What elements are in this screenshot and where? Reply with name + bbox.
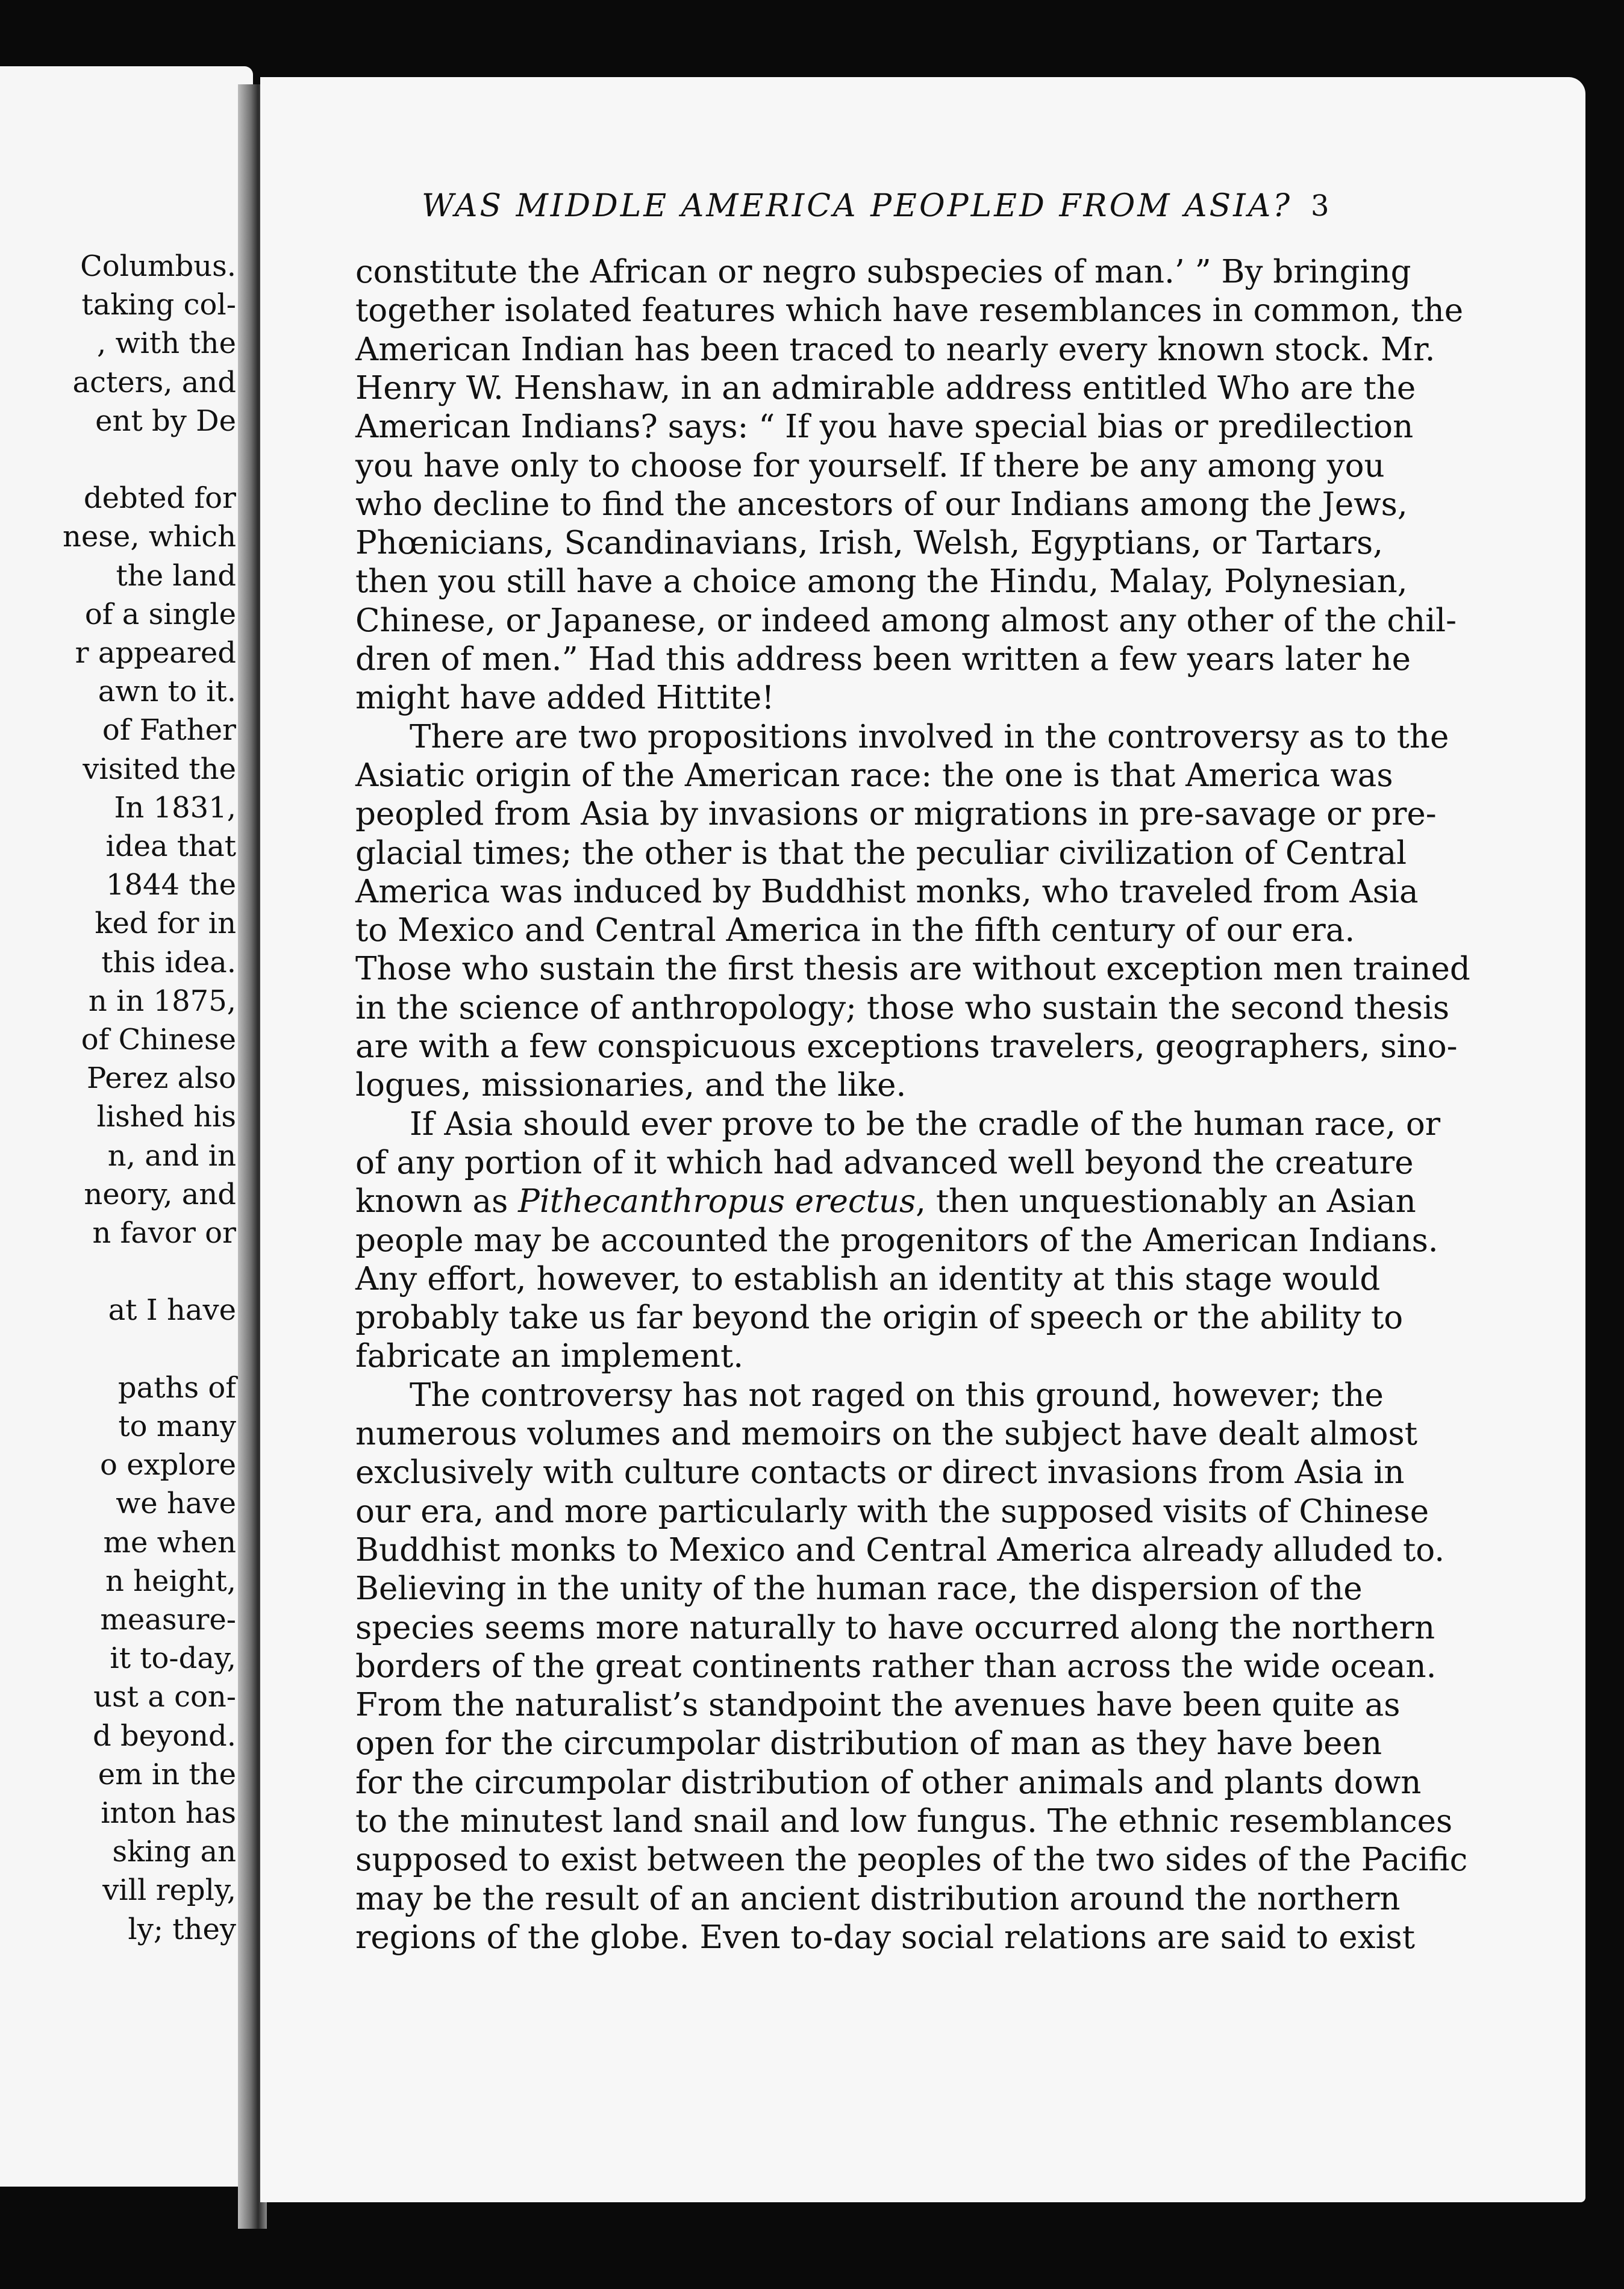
body-text-line: may be the result of an ancient distribution around the northern [355, 1880, 1401, 1917]
body-text-line: America was induced by Buddhist monks, who traveled from Asia [355, 873, 1419, 910]
left-page-line: to many [118, 1410, 236, 1443]
body-text-line: might have added Hittite! [355, 679, 775, 717]
left-page-line: sking an [112, 1835, 236, 1869]
left-page-line: 1844 the [105, 868, 236, 902]
body-text-line: numerous volumes and memoirs on the subject have dealt almost [355, 1416, 1418, 1452]
paragraph-first-line: If Asia should ever prove to be the cradle of the human race, or [410, 1105, 1441, 1143]
left-page-line: vill reply, [102, 1873, 236, 1908]
body-text-line: people may be accounted the progenitors of the American Indians. [355, 1222, 1438, 1259]
left-page-line: of Father [102, 713, 236, 748]
body-text-line: Chinese, or Japanese, or indeed among almost any other of the chil- [355, 602, 1457, 639]
body-text-line: From the naturalist’s standpoint the avenues have been quite as [355, 1687, 1401, 1724]
left-page-line: idea that [105, 829, 236, 863]
left-page-line: it to-day, [110, 1641, 236, 1676]
left-page-line: we have [116, 1487, 236, 1521]
body-text-line: open for the circumpolar distribution of man as they have been [355, 1725, 1382, 1763]
running-header: WAS MIDDLE AMERICA PEOPLED FROM ASIA? [422, 188, 1293, 224]
left-page-line: taking col- [81, 288, 236, 322]
body-text-line: then you still have a choice among the Hindu, Malay, Polynesian, [355, 563, 1408, 601]
left-page-line: Columbus. [80, 249, 236, 283]
body-text-line: supposed to exist between the peoples of the two sides of the Pacific [355, 1841, 1468, 1879]
left-page-line: lished his [96, 1100, 236, 1134]
body-text-line: American Indian has been traced to nearly every known stock. Mr. [355, 331, 1435, 368]
body-text-line: exclusively with culture contacts or direct invasions from Asia in [355, 1454, 1405, 1491]
body-text-line: dren of men.” Had this address been written a few years later he [355, 641, 1411, 678]
body-text-line: logues, missionaries, and the like. [355, 1067, 907, 1104]
left-page-line: ent by De [95, 404, 236, 438]
left-page-line: o explore [100, 1448, 236, 1482]
body-text-line: together isolated features which have resemblances in common, the [355, 292, 1464, 329]
body-text-line: Buddhist monks to Mexico and Central America already alluded to. [355, 1531, 1445, 1569]
body-text-line: for the circumpolar distribution of other animals and plants down [355, 1764, 1422, 1801]
left-page-line: this idea. [101, 945, 236, 979]
left-page-line: , with the [96, 326, 236, 361]
body-text-line: Those who sustain the first thesis are without exception men trained [355, 951, 1470, 988]
text-segment: known as [355, 1183, 519, 1220]
left-page-line: of a single [84, 597, 236, 631]
body-text-line: who decline to find the ancestors of our Indians among the Jews, [355, 486, 1408, 523]
body-text-line: peopled from Asia by invasions or migrations in pre-savage or pre- [355, 796, 1437, 833]
left-page-line: inton has [101, 1796, 236, 1830]
body-text-line: to Mexico and Central America in the fifth century of our era. [355, 912, 1355, 949]
left-page-line: r appeared [75, 636, 236, 670]
body-text-line: fabricate an implement. [355, 1338, 744, 1375]
paragraph-first-line: There are two propositions involved in the controversy as to the [410, 718, 1449, 755]
left-page-line: the land [116, 558, 236, 593]
left-page-line: neory, and [84, 1177, 236, 1211]
paragraph-first-line: The controversy has not raged on this ground, however; the [410, 1376, 1384, 1414]
left-page-line: em in the [98, 1757, 236, 1791]
left-page-line: at I have [108, 1293, 236, 1328]
left-page-line: In 1831, [114, 790, 236, 825]
body-text-line: borders of the great continents rather than across the wide ocean. [355, 1647, 1437, 1685]
body-text-line: are with a few conspicuous exceptions travelers, geographers, sino- [355, 1028, 1458, 1065]
body-text-line: our era, and more particularly with the supposed visits of Chinese [355, 1493, 1429, 1530]
body-text-line: species seems more naturally to have occurred along the northern [355, 1609, 1435, 1646]
left-page-line: visited the [83, 752, 236, 786]
body-text-line [355, 1182, 1416, 1221]
left-page-line: n, and in [107, 1138, 236, 1173]
left-page-line: ust a con- [93, 1680, 236, 1714]
left-page-line: me when [103, 1525, 236, 1560]
left-page-line: paths of [117, 1370, 236, 1405]
body-text-line: Phœnicians, Scandinavians, Irish, Welsh, Egyptians, or Tartars, [355, 525, 1384, 562]
body-text-line: in the science of anthropology; those who sustain the second thesis [355, 989, 1450, 1026]
page-number: 3 [1311, 189, 1329, 223]
body-text-line: Asiatic origin of the American race: the one is that America was [355, 757, 1393, 794]
left-page-line: nese, which [62, 520, 236, 554]
left-page-line: ly; they [128, 1912, 236, 1946]
body-text-line: to the minutest land snail and low fungus. The ethnic resemblances [355, 1803, 1453, 1840]
italic-term: Pithecanthropus erectus [518, 1183, 916, 1220]
body-text-line: Any effort, however, to establish an identity at this stage would [355, 1260, 1381, 1298]
body-text-line: Henry W. Henshaw, in an admirable address entitled Who are the [355, 369, 1416, 407]
left-page-line: measure- [100, 1603, 236, 1637]
left-page-line: of Chinese [81, 1023, 236, 1057]
left-page-line: debted for [83, 481, 236, 516]
right-page [260, 77, 1585, 2202]
left-page-line: Perez also [87, 1061, 236, 1096]
left-page-line: n in 1875, [88, 984, 236, 1018]
body-text-line: probably take us far beyond the origin of speech or the ability to [355, 1299, 1404, 1337]
left-page-line: n height, [105, 1564, 236, 1598]
body-text-line: constitute the African or negro subspecies of man.’ ” By bringing [355, 254, 1411, 290]
left-page-line: awn to it. [98, 675, 236, 709]
body-text-line: glacial times; the other is that the peculiar civilization of Central [355, 834, 1407, 872]
body-text-line: regions of the globe. Even to-day social relations are said to exist [355, 1919, 1416, 1956]
left-page-line: d beyond. [92, 1719, 236, 1753]
body-text-line: of any portion of it which had advanced well beyond the creature [355, 1144, 1414, 1181]
left-page-line: n favor or [92, 1216, 236, 1250]
body-text-line: Believing in the unity of the human race, the dispersion of the [355, 1570, 1363, 1608]
left-page-line: acters, and [72, 365, 236, 399]
body-text-line: American Indians? says: “ If you have special bias or predilection [355, 408, 1414, 446]
body-text-line: you have only to choose for yourself. If there be any among you [355, 447, 1385, 484]
left-page-line: ked for in [95, 907, 236, 941]
left-page [0, 66, 253, 2187]
text-segment: , then unquestionably an Asian [916, 1183, 1416, 1220]
